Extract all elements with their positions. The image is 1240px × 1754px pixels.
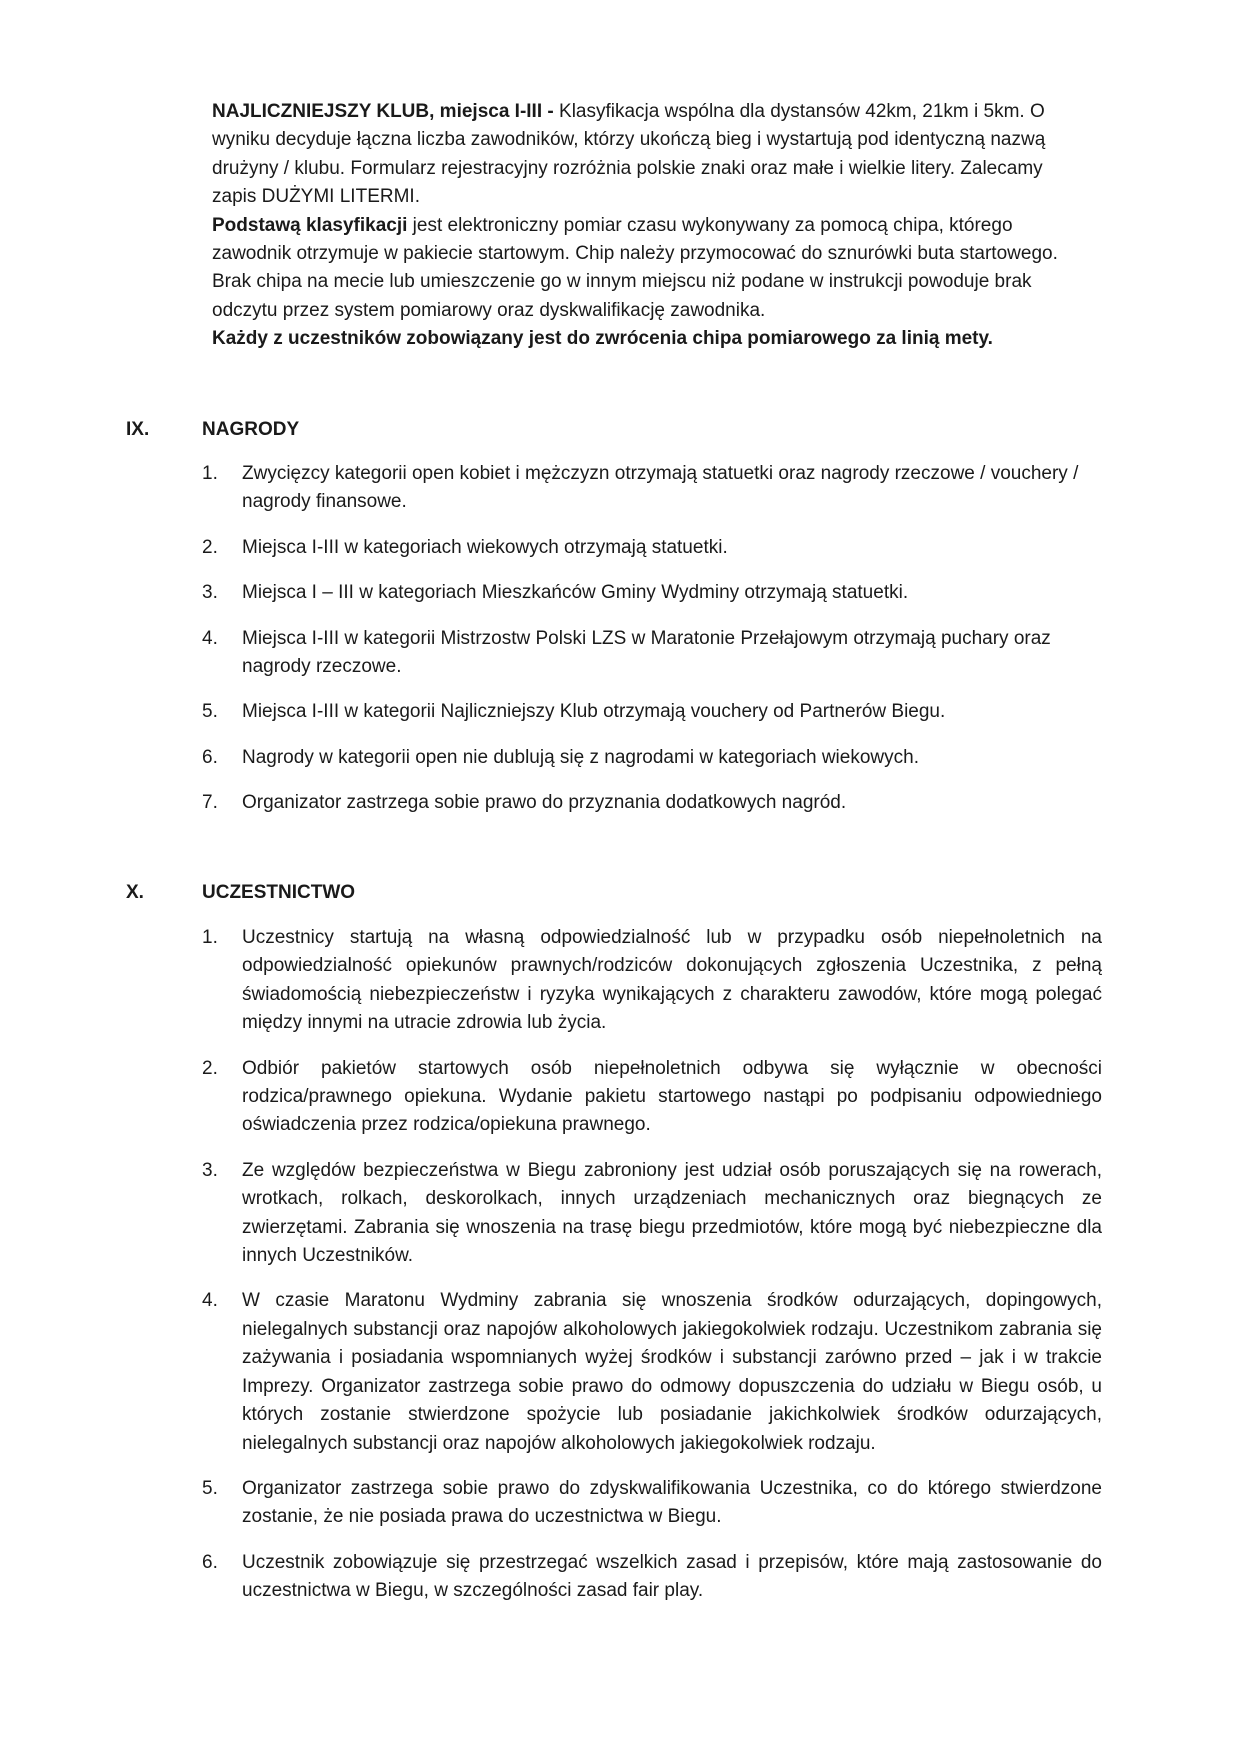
list-item (200, 460, 1102, 517)
intro-paragraph-2 (212, 212, 1092, 326)
list-item-number: 6. (202, 1551, 218, 1573)
list-item-number: 1. (202, 927, 218, 948)
section-10-heading (126, 879, 1026, 907)
list-item-text: Odbiór pakietów startowych osób niepełnoletnich odbywa się wyłącznie w obecności rodzica/prawnego opiekuna. Wydanie pakietu startowego nastąpi po podpisaniu odpowiedniego oświadczenia przez rodzica/opiekuna prawnego. (242, 1057, 1102, 1136)
list-item-text: Miejsca I-III w kategorii Mistrzostw Polski LZS w Maratonie Przełajowym otrzymają puchary oraz nagrody rzeczowe. (242, 627, 1051, 678)
list-item-number: 7. (202, 792, 218, 814)
intro-p1-text: Klasyfikacja wspólna dla dystansów 42km, 21km i 5km. O wyniku decyduje łączna liczba zawodników, którzy ukończą bieg i wystartują pod identyczną nazwą drużyny / klubu. Formularz rejestracyjny rozróżnia polskie znaki oraz małe i wielkie litery. Zalecamy zapis DUŻYMI LITERMI. (212, 101, 1046, 208)
list-item-text: Zwycięzcy kategorii open kobiet i mężczyzn otrzymają statuetki oraz nagrody rzeczowe / vouchery / nagrody finansowe. (242, 463, 1079, 513)
list-item-number: 4. (202, 627, 218, 649)
list-item-number: 5. (202, 701, 218, 723)
section-10-list (200, 924, 1102, 1606)
list-item (200, 744, 1102, 772)
list-item (200, 579, 1102, 607)
list-item (200, 1549, 1102, 1606)
list-item-number: 3. (202, 582, 218, 604)
intro-p1-bold: NAJLICZNIEJSZY KLUB, miejsca I-III - (212, 101, 560, 122)
list-item-text: Miejsca I-III w kategoriach wiekowych otrzymają statuetki. (242, 536, 728, 558)
list-item-number: 2. (202, 536, 218, 558)
list-item-text: W czasie Maratonu Wydminy zabrania się wnoszenia środków odurzających, dopingowych, nielegalnych substancji oraz napojów alkoholowych jakiegokolwiek rodzaju. Uczestnikom zabrania się zażywania i posiadania wspomnianych wyżej środków i substancji zarówno przed – jak i w trakcie Imprezy. Organizator zastrzega sobie prawo do odmowy dopuszczenia do udziału w Biegu osób, u których zostanie stwierdzone spożycie lub posiadanie jakichkolwiek środków odurzających, nielegalnych substancji oraz napojów alkoholowych jakiegokolwiek rodzaju. (242, 1290, 1102, 1454)
list-item-number: 1. (202, 463, 218, 484)
list-item (200, 1287, 1102, 1457)
intro-paragraph-1 (212, 98, 1092, 212)
list-item (200, 625, 1102, 682)
section-9-number: IX. (126, 419, 150, 440)
list-item-text: Organizator zastrzega sobie prawo do przyznania dodatkowych nagród. (242, 792, 847, 814)
list-item-text: Uczestnik zobowiązuje się przestrzegać wszelkich zasad i przepisów, które mają zastosowanie do uczestnictwa w Biegu, w szczególności zasad fair play. (242, 1551, 1102, 1602)
list-item-text: Ze względów bezpieczeństwa w Biegu zabroniony jest udział osób poruszających się na rowerach, wrotkach, rolkach, deskorolkach, innych urządzeniach mechanicznych oraz biegnących ze zwierzętami. Zabrania się wnoszenia na trasę biegu przedmiotów, które mogą być niebezpieczne dla innych Uczestników. (242, 1159, 1102, 1267)
section-9-list (200, 460, 1102, 818)
intro-p2-bold: Podstawą klasyfikacji (212, 214, 408, 236)
section-9-heading (126, 416, 1026, 444)
list-item (200, 534, 1102, 562)
list-item-number: 6. (202, 746, 218, 768)
list-item-text: Nagrody w kategorii open nie dublują się z nagrodami w kategoriach wiekowych. (242, 746, 919, 768)
intro-paragraph-3: Każdy z uczestników zobowiązany jest do zwrócenia chipa pomiarowego za linią mety. (212, 328, 993, 350)
section-10-title: UCZESTNICTWO (202, 882, 356, 903)
list-item-text: Miejsca I-III w kategorii Najliczniejszy Klub otrzymają vouchery od Partnerów Biegu. (242, 701, 946, 723)
section-9-title: NAGRODY (202, 419, 300, 440)
list-item-number: 3. (202, 1159, 218, 1181)
list-item (200, 698, 1102, 726)
list-item (200, 924, 1102, 1038)
list-item-number: 2. (202, 1057, 218, 1079)
intro-p2-text: jest elektroniczny pomiar czasu wykonywany za pomocą chipa, którego zawodnik otrzymuje w pakiecie startowym. Chip należy przymocować do sznurówki buta startowego. Brak chipa na mecie lub umieszczenie go w innym miejscu niż podane w instrukcji powoduje brak odczytu przez system pomiarowy oraz dyskwalifikację zawodnika. (212, 214, 1058, 321)
list-item-text: Organizator zastrzega sobie prawo do zdyskwalifikowania Uczestnika, co do którego stwierdzone zostanie, że nie posiada prawa do uczestnictwa w Biegu. (242, 1477, 1102, 1528)
list-item-number: 4. (202, 1290, 218, 1312)
list-item (200, 1475, 1102, 1532)
section-10-number: X. (126, 882, 144, 903)
list-item (200, 789, 1102, 817)
list-item-number: 5. (202, 1477, 218, 1499)
list-item (200, 1157, 1102, 1271)
list-item-text: Miejsca I – III w kategoriach Mieszkańców Gminy Wydminy otrzymają statuetki. (242, 582, 909, 604)
list-item (200, 1055, 1102, 1140)
intro-block (212, 98, 1092, 354)
list-item-text: Uczestnicy startują na własną odpowiedzialność lub w przypadku osób niepełnoletnich na odpowiedzialność opiekunów prawnych/rodziców dokonujących zgłoszenia Uczestnika, z pełną świadomością niebezpieczeństw i ryzyka wynikających z charakteru zawodów, które mogą polegać między innymi na utracie zdrowia lub życia. (242, 927, 1102, 1034)
